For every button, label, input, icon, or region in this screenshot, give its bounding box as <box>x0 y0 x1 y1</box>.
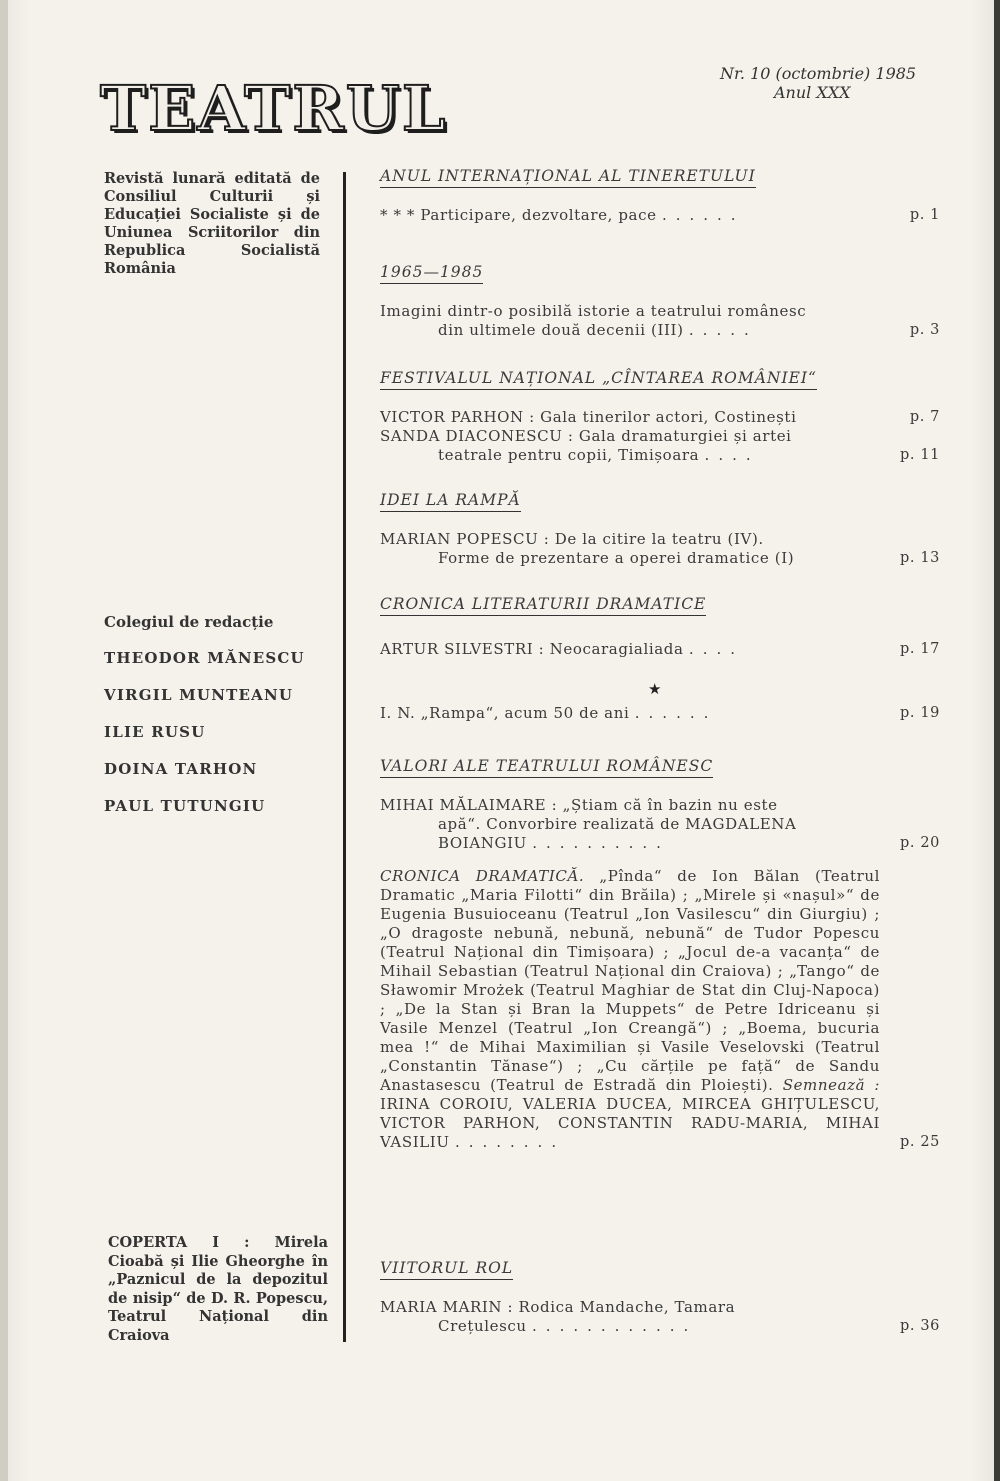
entry-body: „Pînda“ de Ion Bălan (Teatrul Dramatic „Maria Filotti“ din Brăila) ; „Mirele și «nașul»“ de Eugenia Busuioceanu (Teatrul „Ion Vasilescu“ din Giurgiu) ; „O dragoste nebună, nebună, nebună“ de Tudor Popescu (Teatrul Național din Timișoara) ; „Jocul de-a vacanța“ de Mihail Sebastian (Teatrul Național din Craiova) ; „Tango“ de Sławomir Mrożek (Teatrul Maghiar de Stat din Cluj-Napoca) ; „De la Stan și Bran la Muppets“ de Petre Idriceanu și Vasile Menzel (Teatrul „Ion Creangă“) ; „Boema, bucuria mea !“ de Mihai Maximilian și Vasile Veselovski (Teatrul „Constantin Tănase“) ; „Cu cărțile pe față“ de Sandu Anastasescu (Teatrul de Estradă din Ploiești). <box>380 867 881 1094</box>
section-heading: VALORI ALE TEATRULUI ROMÂNESC <box>380 757 713 778</box>
entry-text: Forme de prezentare a operei dramatice (I) <box>438 549 795 567</box>
editor-name: PAUL TUTUNGIU <box>104 797 266 815</box>
section-heading: VIITORUL ROL <box>380 1259 513 1280</box>
entry-page: p. 7 <box>909 409 940 425</box>
toc-section-1965-1985 <box>380 262 940 340</box>
issue-year: Anul XXX <box>774 83 851 102</box>
page-left-edge <box>0 0 8 1481</box>
column-divider <box>343 172 346 1342</box>
section-heading: FESTIVALUL NAȚIONAL „CÎNTAREA ROMÂNIEI“ <box>380 369 817 390</box>
toc-entry[interactable] <box>380 867 940 1152</box>
toc-section-tineret <box>380 166 940 225</box>
toc-section-viitorul-rol <box>380 1258 940 1336</box>
cover-label: COPERTA I : <box>108 1234 250 1251</box>
entry-page: p. 19 <box>900 705 940 721</box>
section-heading: CRONICA LITERATURII DRAMATICE <box>380 595 706 616</box>
editor-name: THEODOR MĂNESCU <box>104 649 305 667</box>
masthead-title: TEATRUL <box>100 72 448 145</box>
toc-entry[interactable] <box>380 408 940 427</box>
entry-text: SANDA DIACONESCU : Gala dramaturgiei și artei <box>380 427 792 445</box>
editorial-title: Colegiul de redacție <box>104 613 274 631</box>
entry-text: teatrale pentru copii, Timișoara .... <box>438 446 760 464</box>
entry-text: MIHAI MĂLAIMARE : „Știam că în bazin nu este <box>380 796 778 814</box>
entry-page: p. 1 <box>909 207 940 223</box>
entry-text: Crețulescu ............ <box>438 1317 698 1335</box>
publisher-note: Revistă lunară editată de Consiliul Culturii și Educației Socialiste și de Uniunea Scriitorilor din Republica Socialistă România <box>104 170 320 277</box>
page-right-edge <box>994 0 1000 1481</box>
issue-info <box>700 64 940 102</box>
editorial-board <box>104 613 334 834</box>
entry-page: p. 3 <box>909 322 940 338</box>
entry-page: p. 36 <box>900 1318 940 1334</box>
toc-section-festival <box>380 368 940 465</box>
toc-entry[interactable] <box>380 640 940 659</box>
sign-label: Semnează : <box>782 1076 880 1094</box>
entry-page: p. 25 <box>900 1134 940 1150</box>
entry-text: MARIA MARIN : Rodica Mandache, Tamara <box>380 1298 736 1316</box>
section-heading: 1965—1985 <box>380 263 483 284</box>
entry-text: I. N. „Rampa“, acum 50 de ani ...... <box>380 704 718 722</box>
toc-entry[interactable] <box>380 302 940 340</box>
left-column <box>104 170 320 278</box>
entry-text: Imagini dintr-o posibilă istorie a teatrului românesc <box>380 302 807 320</box>
entry-text: * * * Participare, dezvoltare, pace ...... <box>380 206 745 224</box>
entry-text: VICTOR PARHON : Gala tinerilor actori, Costinești <box>380 408 797 426</box>
entry-page: p. 17 <box>900 641 940 657</box>
toc-entry[interactable] <box>380 1298 940 1336</box>
toc-section-valori <box>380 756 940 1152</box>
issue-number: Nr. 10 (octombrie) 1985 <box>720 64 917 83</box>
toc-entry[interactable] <box>380 530 940 568</box>
editor-name: ILIE RUSU <box>104 723 206 741</box>
star-separator: ★ <box>648 680 662 698</box>
entry-page: p. 13 <box>900 550 940 566</box>
editor-name: DOINA TARHON <box>104 760 258 778</box>
toc-entry[interactable] <box>380 704 940 723</box>
cover-note <box>108 1234 328 1345</box>
entry-page: p. 11 <box>900 447 940 463</box>
toc-entry[interactable] <box>380 427 940 465</box>
entry-text: MARIAN POPESCU : De la citire la teatru (IV). <box>380 530 764 548</box>
entry-text: ARTUR SILVESTRI : Neocaragialiada .... <box>380 640 744 658</box>
cover-text: Mirela Cioabă și Ilie Gheorghe în „Paznicul de la depozitul de nisip“ de D. R. Popescu, Teatrul Național din Craiova <box>108 1234 328 1344</box>
entry-text: din ultimele două decenii (III) ..... <box>438 321 758 339</box>
toc-section-cronica-literaturii <box>380 594 940 723</box>
editor-name: VIRGIL MUNTEANU <box>104 686 294 704</box>
section-heading: IDEI LA RAMPĂ <box>380 491 521 512</box>
entry-label: CRONICA DRAMATICĂ. <box>380 867 585 885</box>
entry-page: p. 20 <box>900 835 940 851</box>
entry-text: CRONICA DRAMATICĂ. „Pînda“ de Ion Bălan (Teatrul Dramatic „Maria Filotti“ din Brăila) ; „Mirele și «nașul»“ de Eugenia Busuioceanu (Teatrul „Ion Vasilescu“ din Giurgiu) ; „O dragoste nebună, nebună, nebună“ de Tudor Popescu (Teatrul Național din Timișoara) ; „Jocul de-a vacanța“ de Mihail Sebastian (Teatrul Național din Craiova) ; „Tango“ de Sławomir Mrożek (Teatrul Maghiar de Stat din Cluj-Napoca) ; „De la Stan și Bran la Muppets“ de Petre Idriceanu și Vasile Menzel (Teatrul „Ion Creangă“) ; „Boema, bucuria mea !“ de Mihai Maximilian și Vasile Veselovski (Teatrul „Constantin Tănase“) ; „Cu cărțile pe față“ de Sandu Anastasescu (Teatrul de Estradă din Ploiești). Semnează : IRINA COROIU, VALERIA DUCEA, MIRCEA GHIȚULESCU, VICTOR PARHON, CONSTANTIN RADU-MARIA, MIHAI VASILIU ........ <box>380 867 881 1151</box>
section-heading: ANUL INTERNAȚIONAL AL TINERETULUI <box>380 167 756 188</box>
signers: IRINA COROIU, VALERIA DUCEA, MIRCEA GHIȚULESCU, VICTOR PARHON, CONSTANTIN RADU-MARIA, MIHAI VASILIU <box>380 1095 880 1151</box>
toc-section-idei <box>380 490 940 568</box>
toc-entry[interactable] <box>380 206 940 225</box>
entry-text: BOIANGIU .......... <box>438 834 670 852</box>
toc-entry[interactable] <box>380 796 940 853</box>
entry-text: apă“. Convorbire realizată de MAGDALENA <box>438 815 797 833</box>
